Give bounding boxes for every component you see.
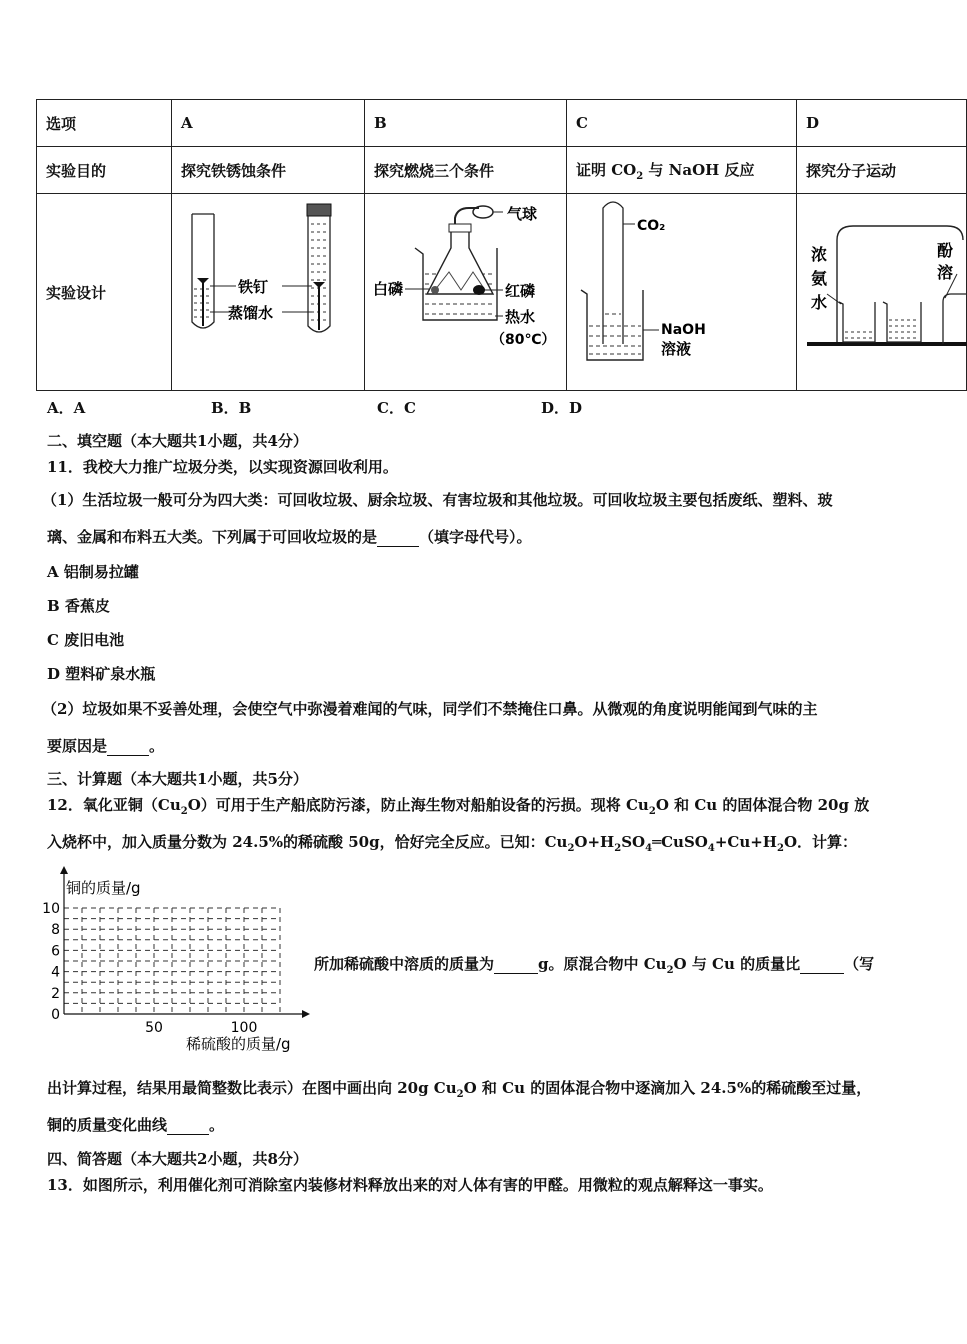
ammonia-label-2: 氨 (811, 269, 828, 288)
design-label: 实验设计 (37, 194, 172, 391)
white-phosphorus-label: 白磷 (373, 280, 404, 298)
purpose-b: 探究燃烧三个条件 (365, 147, 567, 194)
q11-part2-line1: （2）垃圾如果不妥善处理，会使空气中弥漫着难闻的气味，同学们不禁掩住口鼻。从微观的角度说明能闻到气味的主 (42, 700, 818, 718)
q12-line2: 入烧杯中，加入质量分数为 24.5%的稀硫酸 50g，恰好完全反应。已知：$Cu_2O+H_2SO_4═CuSO_4+Cu+H_2O$．计算： (47, 833, 858, 854)
q11-option-c: C 废旧电池 (47, 631, 125, 649)
purpose-c: 证明 $CO_2$ 与 NaOH 反应 (567, 147, 797, 194)
co2-naoh-diagram (567, 194, 796, 390)
choice-d: D．D (541, 399, 583, 417)
y-axis-arrow (60, 866, 68, 874)
design-d-cell (797, 194, 967, 391)
q11-stem: 11．我校大力推广垃圾分类，以实现资源回收利用。 (47, 458, 398, 476)
x-tick-label: 50 (145, 1020, 163, 1036)
q12-blank-2[interactable] (800, 955, 844, 974)
q12-blank-1[interactable] (494, 955, 538, 974)
y-tick-label: 6 (51, 943, 60, 960)
x-axis-arrow (302, 1010, 310, 1018)
naoh-label: NaOH (661, 322, 706, 338)
design-a-cell (172, 194, 365, 391)
q12-blank-3[interactable] (167, 1116, 209, 1135)
choice-c: C．C (377, 399, 416, 417)
choice-a: A．A (47, 399, 86, 417)
q11-option-d: D 塑料矿泉水瓶 (47, 665, 156, 683)
phenol-label-2: 溶 (937, 263, 954, 282)
rust-experiment-diagram (172, 194, 364, 390)
solution-label: 溶液 (661, 340, 692, 358)
header-b: B (365, 100, 567, 147)
header-option: 选项 (37, 100, 172, 147)
q11-part1-line1: （1）生活垃圾一般可分为四大类：可回收垃圾、厨余垃圾、有害垃圾和其他垃圾。可回收垃圾主要包括废纸、塑料、玻 (42, 491, 833, 509)
hot-water-label: 热水 (505, 308, 536, 326)
y-tick-label: 0 (51, 1007, 60, 1023)
purpose-label: 实验目的 (37, 147, 172, 194)
design-b-cell (365, 194, 567, 391)
y-tick-label: 8 (51, 922, 60, 939)
purpose-d: 探究分子运动 (797, 147, 967, 194)
temperature-label: （80℃） (491, 332, 556, 348)
nail-label: 铁钉 (238, 278, 269, 296)
q11-blank-1[interactable] (377, 528, 419, 547)
x-tick-label: 100 (230, 1020, 258, 1036)
balloon-label: 气球 (507, 205, 538, 223)
ammonia-label-1: 浓 (811, 245, 828, 264)
header-a: A (172, 100, 365, 147)
header-c: C (567, 100, 797, 147)
molecular-motion-diagram (797, 194, 966, 390)
ammonia-label-3: 水 (811, 293, 828, 312)
q11-blank-2[interactable] (107, 737, 149, 756)
choice-b: B．B (211, 399, 252, 417)
q11-option-a: A 铝制易拉罐 (47, 563, 139, 581)
chart-grid (64, 908, 280, 1014)
q12-line1: 12．氧化亚铜$(Cu_2O)$可用于生产船底防污漆，防止海生物对船舶设备的污损。现将 $Cu_2O$ 和 Cu 的固体混合物 20g 放 (47, 796, 870, 817)
section-2-heading: 二、填空题（本大题共1小题，共4分） (47, 432, 308, 450)
experiment-table (36, 99, 967, 391)
section-4-heading: 四、简答题（本大题共2小题，共8分） (47, 1150, 308, 1168)
q11-part1-line2: 璃、金属和布料五大类。下列属于可回收垃圾的是 （填字母代号）。 (47, 528, 532, 546)
distilled-water-label: 蒸馏水 (228, 304, 274, 322)
q12-side-text: 所加稀硫酸中溶质的质量为 g。原混合物中 $Cu_2O$ 与 Cu 的质量比 （写 (314, 955, 875, 976)
purpose-a: 探究铁锈蚀条件 (172, 147, 365, 194)
q12-line3: 出计算过程，结果用最简整数比表示）在图中画出向 20g $Cu_2O$ 和 Cu 的固体混合物中逐滴加入 24.5%的稀硫酸至过量， (47, 1079, 872, 1100)
q12-line4: 铜的质量变化曲线 。 (47, 1116, 225, 1134)
copper-mass-chart (30, 860, 315, 1060)
phenol-label-1: 酚 (937, 241, 954, 260)
y-tick-label: 10 (42, 901, 60, 917)
x-axis-label: 稀硫酸的质量/g (186, 1035, 291, 1053)
section-3-heading: 三、计算题（本大题共1小题，共5分） (47, 770, 308, 788)
red-phosphorus-label: 红磷 (505, 282, 536, 300)
y-axis-label: 铜的质量/g (66, 879, 141, 897)
y-tick-label: 2 (51, 985, 60, 1002)
combustion-experiment-diagram (365, 194, 566, 390)
q11-part2-line2: 要原因是 。 (47, 737, 165, 755)
header-d: D (797, 100, 967, 147)
co2-label: CO₂ (637, 218, 666, 234)
y-tick-label: 4 (51, 964, 60, 981)
q11-option-b: B 香蕉皮 (47, 597, 110, 615)
design-c-cell (567, 194, 797, 391)
q13-text: 13．如图所示，利用催化剂可消除室内装修材料释放出来的对人体有害的甲醛。用微粒的观点解释这一事实。 (47, 1176, 773, 1194)
